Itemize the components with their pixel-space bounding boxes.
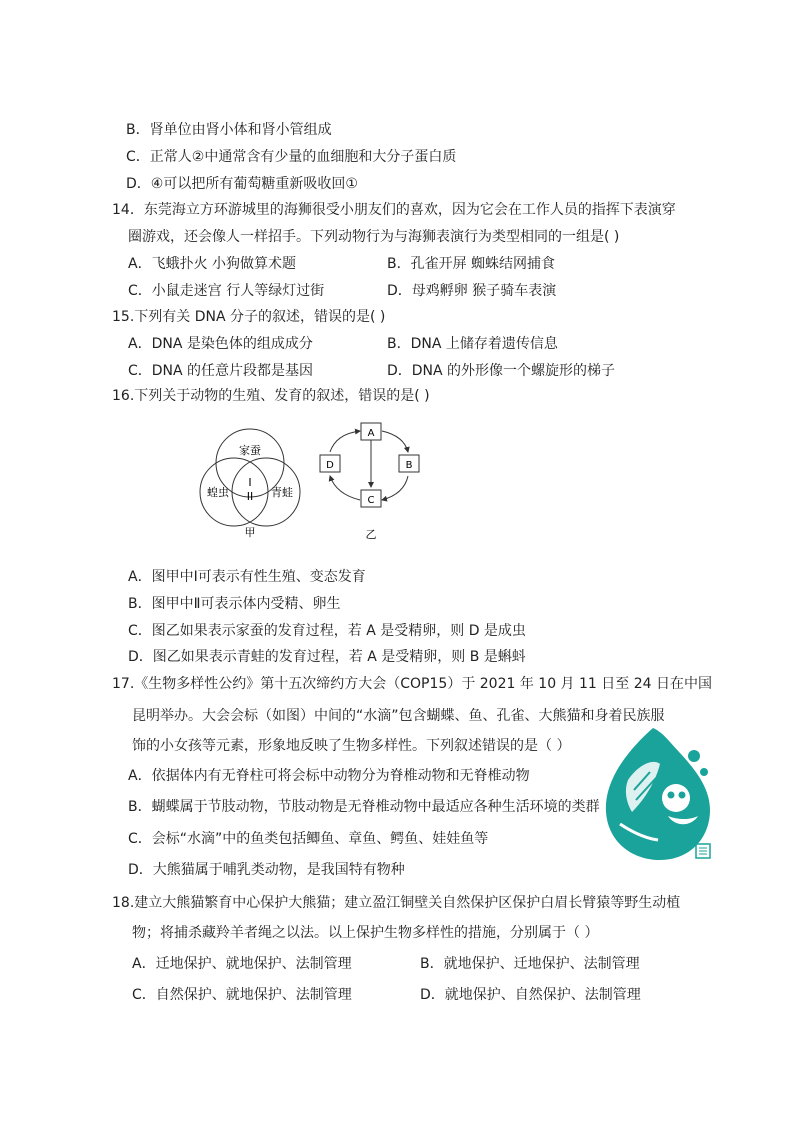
q18-stem-line1: 18.建立大熊猫繁育中心保护大熊猫；建立盈江铜壁关自然保护区保护白眉长臂猿等野生动植 [112,895,681,911]
q17-option-a: A．依据体内有无脊柱可将会标中动物分为脊椎动物和无脊椎动物 [128,768,530,784]
q14-stem-line1: 14．东莞海立方环游城里的海狮很受小朋友们的喜欢，因为它会在工作人员的指挥下表演穿 [112,202,676,218]
q15-option-a: A．DNA 是染色体的组成成分 [128,336,313,352]
q14-option-c: C．小鼠走迷宫 行人等绿灯过街 [128,283,325,299]
q14-option-a: A．飞蛾扑火 小狗做算术题 [128,256,297,272]
q13-option-c: C．正常人②中通常含有少量的血细胞和大分子蛋白质 [126,149,457,165]
cycle-node-b: B [405,460,413,471]
q16-option-c: C．图乙如果表示家蚕的发育过程，若 A 是受精卵，则 D 是成虫 [128,623,526,639]
q13-option-b: B．肾单位由肾小体和肾小管组成 [126,122,332,138]
q18-stem-line2: 物；将捕杀藏羚羊者绳之以法。以上保护生物多样性的措施，分别属于（ ） [132,925,599,941]
q13-option-d: D．④可以把所有葡萄糖重新吸收回① [126,176,358,192]
q17-option-c: C．会标“水滴”中的鱼类包括鲫鱼、章鱼、鳄鱼、娃娃鱼等 [128,831,489,847]
q17-option-d: D．大熊猫属于哺乳类动物，是我国特有物种 [128,862,405,878]
q17-stem-line2: 昆明举办。大会会标（如图）中间的“水滴”包含蝴蝶、鱼、孔雀、大熊猫和身着民族服 [132,708,665,724]
venn-diagram-jia [190,420,310,545]
q17-option-b: B．蝴蝶属于节肢动物，节肢动物是无脊椎动物中最适应各种生活环境的类群 [128,799,600,815]
q16-option-a: A．图甲中Ⅰ可表示有性生殖、变态发育 [128,569,366,585]
q15-option-c: C．DNA 的任意片段都是基因 [128,363,314,379]
cycle-caption: 乙 [365,528,377,541]
q14-option-d: D．母鸡孵卵 猴子骑车表演 [387,283,557,299]
cycle-diagram-yi [312,420,432,545]
q14-stem-line2: 圈游戏，还会像人一样招手。下列动物行为与海狮表演行为类型相同的一组是( ) [128,229,620,245]
cycle-node-a: A [367,428,375,439]
venn-region-2: II [246,490,254,503]
q15-option-b: B．DNA 上储存着遗传信息 [387,336,558,352]
q16-option-d: D．图乙如果表示青蛙的发育过程，若 A 是受精卵，则 B 是蝌蚪 [128,649,526,665]
q18-option-d: D．就地保护、自然保护、法制管理 [420,987,641,1003]
venn-region-1: I [248,476,252,489]
venn-caption: 甲 [244,526,256,539]
venn-label-locust: 蝗虫 [207,486,229,499]
cop15-logo-image [598,720,716,865]
q15-stem: 15.下列有关 DNA 分子的叙述，错误的是( ) [112,309,386,325]
q17-stem-line3: 饰的小女孩等元素，形象地反映了生物多样性。下列叙述错误的是（ ） [132,738,571,754]
q14-option-b: B．孔雀开屏 蜘蛛结网捕食 [387,256,556,272]
venn-label-frog: 青蛙 [271,486,293,499]
q16-option-b: B．图甲中Ⅱ可表示体内受精、卵生 [128,596,341,612]
q15-option-d: D．DNA 的外形像一个螺旋形的梯子 [387,363,616,379]
cycle-node-d: D [326,460,334,471]
venn-label-silkworm: 家蚕 [239,444,261,457]
q18-option-a: A．迁地保护、就地保护、法制管理 [132,956,352,972]
cycle-node-c: C [367,495,375,506]
q17-stem-line1: 17.《生物多样性公约》第十五次缔约方大会（COP15）于 2021 年 10 月 11 日至 24 日在中国 [112,676,712,692]
q16-stem: 16.下列关于动物的生殖、发育的叙述，错误的是( ) [112,388,430,404]
q18-option-c: C．自然保护、就地保护、法制管理 [132,987,352,1003]
q18-option-b: B．就地保护、迁地保护、法制管理 [420,956,640,972]
